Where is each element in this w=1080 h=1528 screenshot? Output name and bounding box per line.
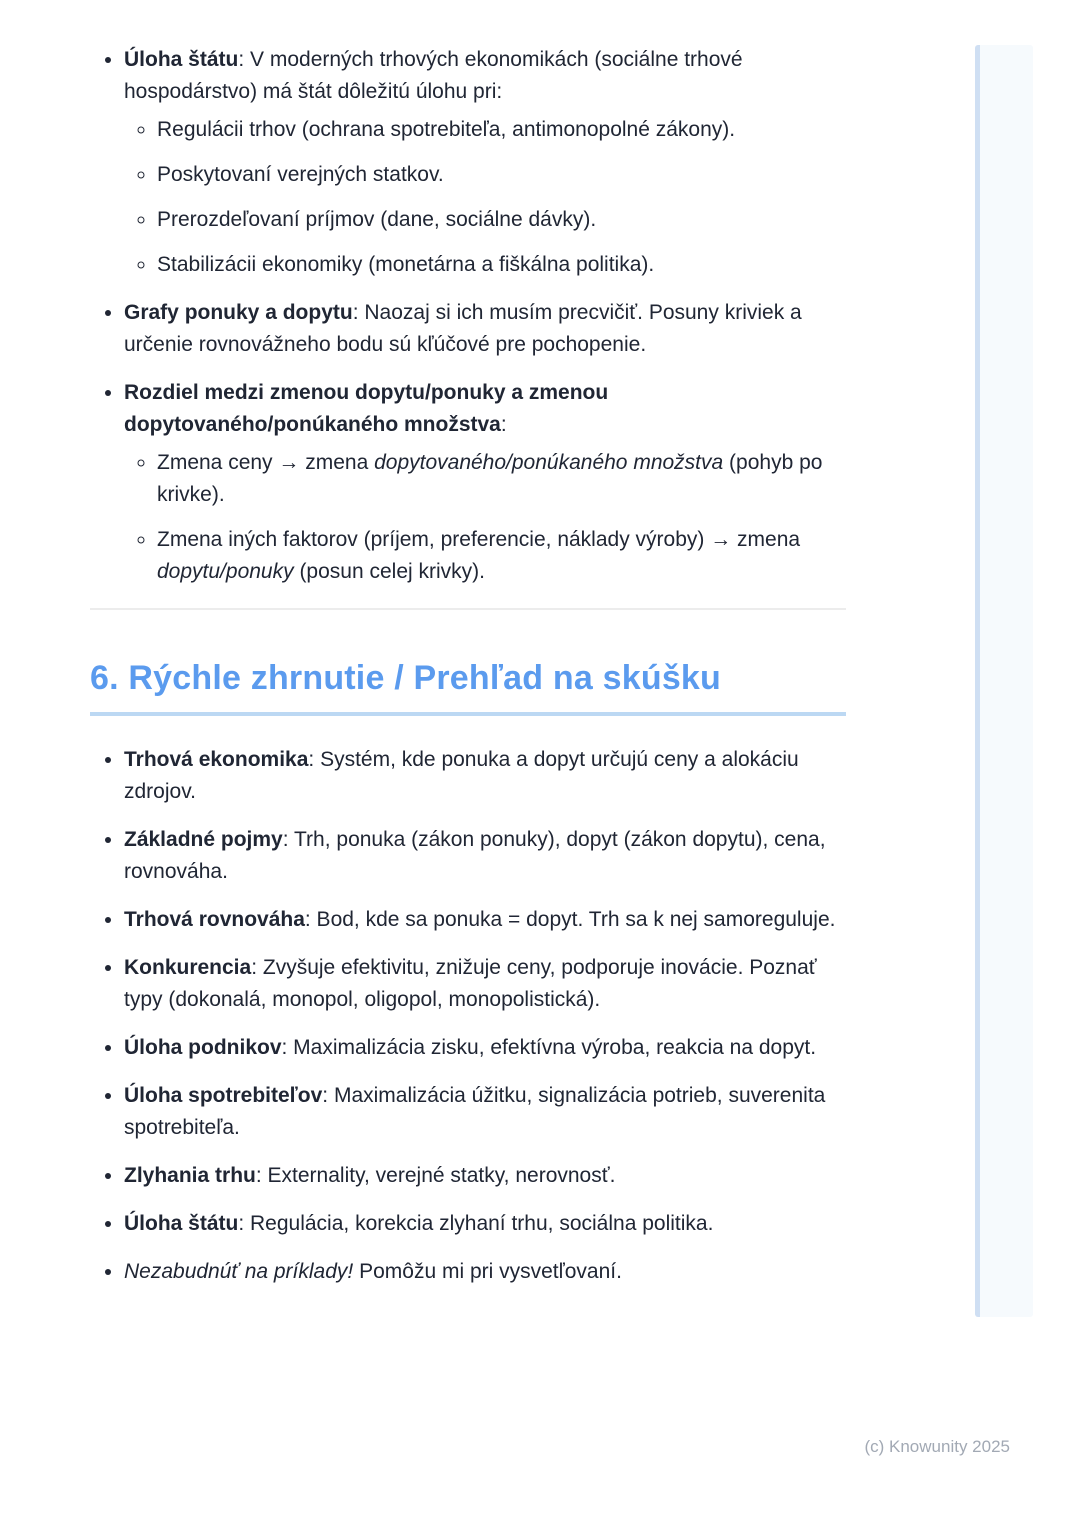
text-italic: dopytu/ponuky <box>157 560 294 583</box>
text-plain: : Bod, kde sa ponuka = dopyt. Trh sa k nej samoreguluje. <box>304 908 836 931</box>
text-plain: Prerozdeľovaní príjmov (dane, sociálne dávky). <box>157 208 597 231</box>
summary-list <box>90 744 846 1288</box>
text-plain: : Externality, verejné statky, nerovnosť. <box>255 1164 616 1187</box>
text-plain: Regulácii trhov (ochrana spotrebiteľa, antimonopolné zákony). <box>157 118 736 141</box>
text-italic: dopytovaného/ponúkaného množstva <box>374 451 724 474</box>
list-item <box>124 1080 846 1144</box>
term-bold: Rozdiel medzi zmenou dopytu/ponuky a zmenou dopytovaného/ponúkaného množstva <box>124 381 609 436</box>
term-bold: Základné pojmy <box>124 828 283 851</box>
sub-list-item <box>157 524 846 588</box>
text-plain: : Maximalizácia zisku, efektívna výroba, reakcia na dopyt. <box>281 1036 817 1059</box>
term-bold: Úloha podnikov <box>124 1036 282 1059</box>
text-plain: : Trh, ponuka (zákon ponuky), dopyt (zákon dopytu), cena, rovnováha. <box>124 828 826 883</box>
sub-list-item <box>157 249 846 281</box>
list-item <box>124 377 846 588</box>
text-plain: Pomôžu mi pri vysvetľovaní. <box>353 1260 622 1283</box>
copyright-footer: (c) Knowunity 2025 <box>864 1437 1010 1456</box>
text-italic: Nezabudnúť na príklady! <box>124 1260 354 1283</box>
text-plain: : V moderných trhových ekonomikách (sociálne trhové hospodárstvo) má štát dôležitú úlohu pri: <box>124 48 743 103</box>
term-bold: Úloha štátu <box>124 1212 239 1235</box>
term-bold: Konkurencia <box>124 956 252 979</box>
text-plain: : Naozaj si ich musím precvičiť. Posuny kriviek a určenie rovnovážneho bodu sú kľúčové pre pochopenie. <box>124 301 802 356</box>
page-edge-accent-bar <box>975 45 1033 1317</box>
list-item <box>124 824 846 888</box>
term-bold: Zlyhania trhu <box>124 1164 256 1187</box>
text-plain: : Zvyšuje efektivitu, znižuje ceny, podporuje inovácie. Poznať typy (dokonalá, monopol, oligopol, monopolistická). <box>124 956 817 1011</box>
list-item <box>124 297 846 361</box>
sub-list-item <box>157 114 846 146</box>
notes-list <box>90 44 846 588</box>
document-content <box>90 44 846 1304</box>
text-plain: Zmena iných faktorov (príjem, preferencie, náklady výroby) → zmena <box>157 528 801 551</box>
term-bold: Úloha štátu <box>124 48 239 71</box>
term-bold: Úloha spotrebiteľov <box>124 1084 323 1107</box>
term-bold: Trhová ekonomika <box>124 748 309 771</box>
list-item <box>124 952 846 1016</box>
text-plain: Stabilizácii ekonomiky (monetárna a fiškálna politika). <box>157 253 655 276</box>
list-item <box>124 904 846 936</box>
term-bold: Grafy ponuky a dopytu <box>124 301 353 324</box>
text-plain: : Systém, kde ponuka a dopyt určujú ceny a alokáciu zdrojov. <box>124 748 799 803</box>
term-bold: Trhová rovnováha <box>124 908 305 931</box>
sub-list-item <box>157 159 846 191</box>
text-plain: Poskytovaní verejných statkov. <box>157 163 444 186</box>
list-item <box>124 44 846 281</box>
list-item <box>124 744 846 808</box>
text-plain: : <box>500 413 507 436</box>
section-heading: 6. Rýchle zhrnutie / Prehľad na skúšku <box>90 658 846 716</box>
list-item <box>124 1208 846 1240</box>
sub-list-item <box>157 204 846 236</box>
section-divider <box>90 608 846 610</box>
text-plain: Zmena ceny → zmena <box>157 451 375 474</box>
list-item <box>124 1256 846 1288</box>
text-plain: : Regulácia, korekcia zlyhaní trhu, sociálna politika. <box>238 1212 714 1235</box>
text-plain: (posun celej krivky). <box>293 560 485 583</box>
sub-list <box>124 447 846 588</box>
sub-list-item <box>157 447 846 511</box>
sub-list <box>124 114 846 281</box>
list-item <box>124 1032 846 1064</box>
text-plain: (pohyb po krivke). <box>157 451 823 506</box>
list-item <box>124 1160 846 1192</box>
text-plain: : Maximalizácia úžitku, signalizácia potrieb, suverenita spotrebiteľa. <box>124 1084 826 1139</box>
